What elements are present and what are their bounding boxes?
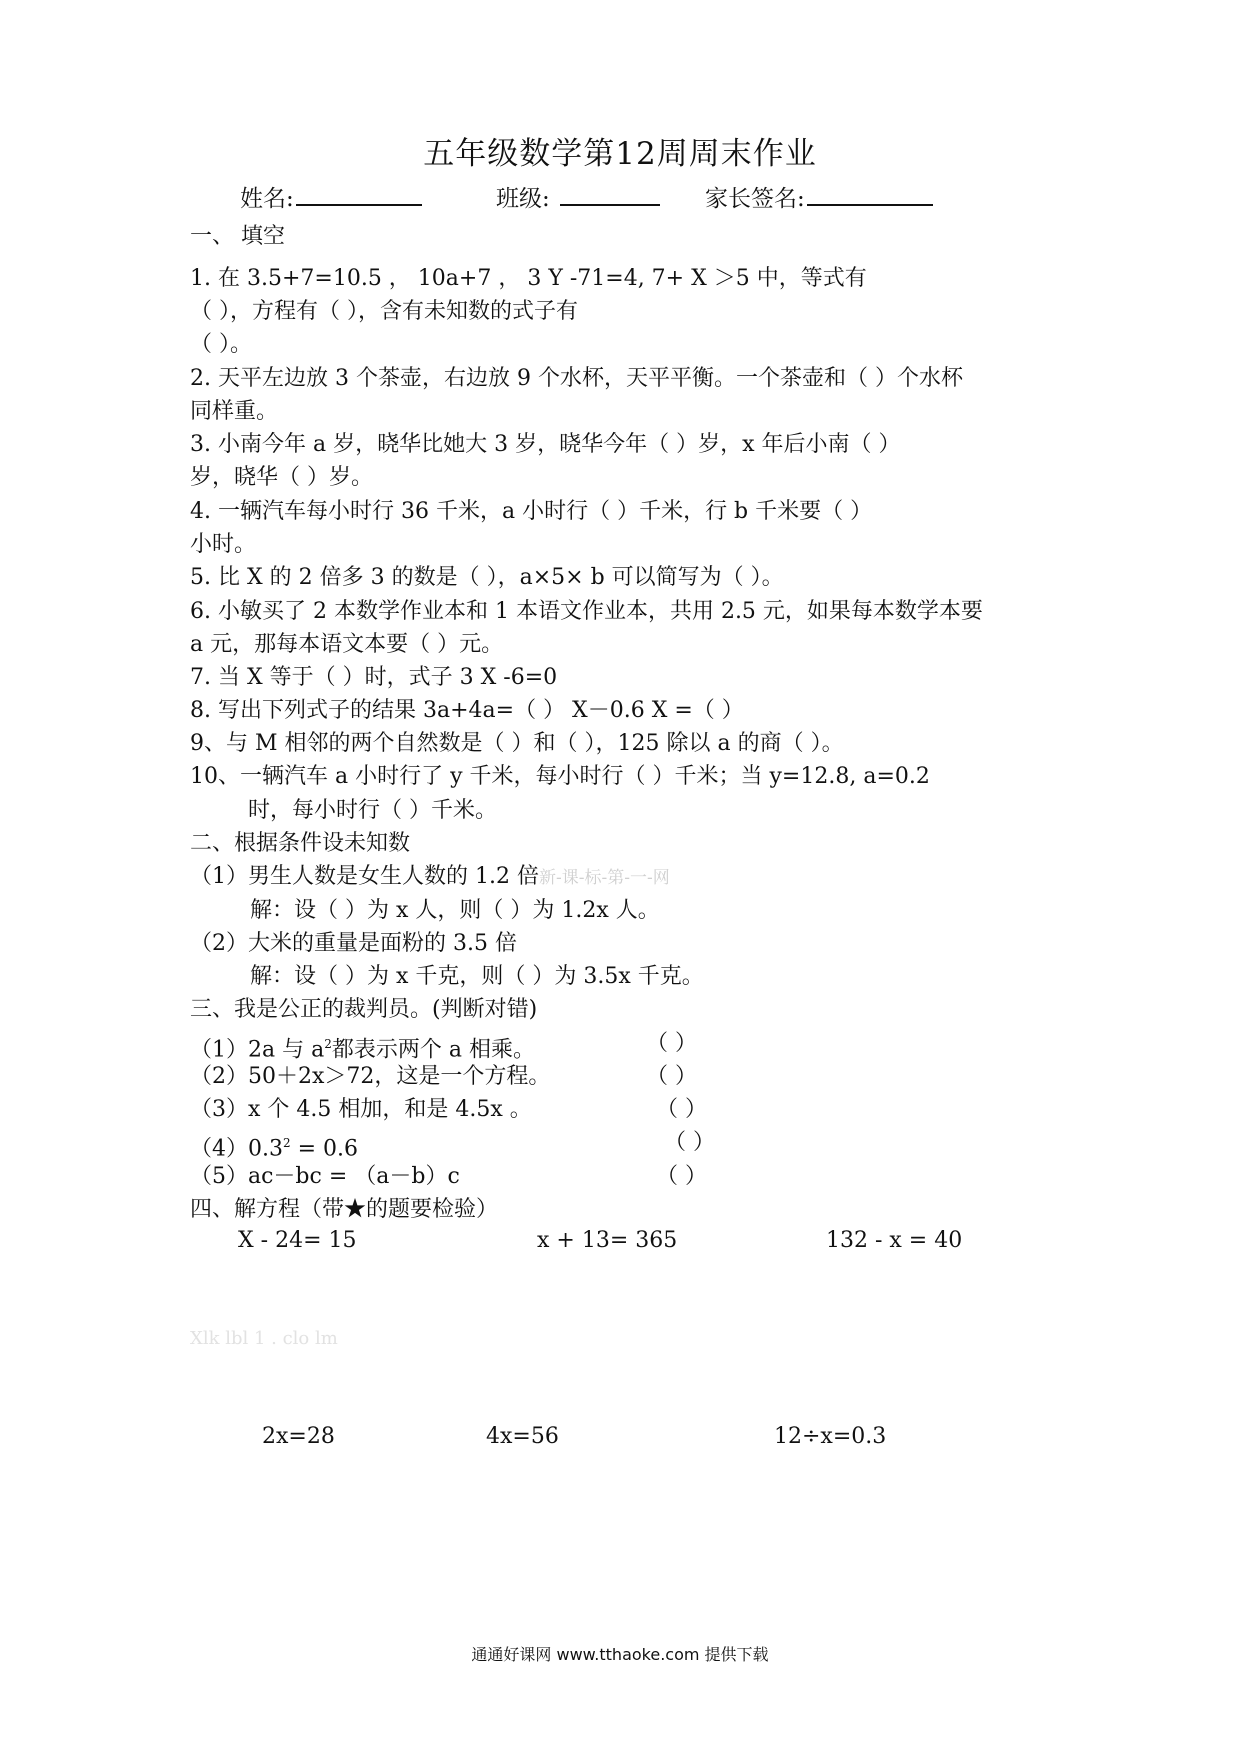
section4-heading: 四、解方程（带★的题要检验） (190, 1197, 499, 1222)
watermark-text-2: Xlk lbl 1 . clo lm (190, 1328, 338, 1349)
judge-paren-4: （ ） (664, 1130, 715, 1155)
q2-line1: 2. 天平左边放 3 个茶壶，右边放 9 个水杯，天平平衡。一个茶壶和（ ）个水杯 (190, 366, 963, 391)
parent-blank (807, 182, 933, 206)
s2-problem1-text: （1）男生人数是女生人数的 1.2 倍 (190, 864, 539, 889)
judge-paren-3: （ ） (656, 1097, 707, 1122)
q9: 9、与 M 相邻的两个自然数是（ ）和（ ），125 除以 a 的商（ ）。 (190, 731, 844, 756)
equation-3: 132 - x = 40 (826, 1228, 963, 1253)
q10-line1: 10、一辆汽车 a 小时行了 y 千米，每小时行（ ）千米；当 y=12.8, a=0.2 (190, 764, 930, 789)
judge-item-text: （4）0.3 (190, 1136, 283, 1162)
q6-line1: 6. 小敏买了 2 本数学作业本和 1 本语文作业本，共用 2.5 元，如果每本数学本要 (190, 599, 983, 624)
equation-4: 2x=28 (262, 1424, 335, 1449)
page-title: 五年级数学第12周周末作业 (423, 136, 817, 172)
superscript: 2 (283, 1136, 291, 1150)
judge-item-text: = 0.6 (290, 1136, 359, 1162)
judge-item-text: （5）ac－bc = （a－b）c (190, 1164, 460, 1189)
judge-item-text: （2）50＋2x＞72，这是一个方程。 (190, 1064, 551, 1089)
s2-problem2-answer: 解：设（ ）为 x 千克，则（ ）为 3.5x 千克。 (250, 964, 704, 989)
s2-problem2: （2）大米的重量是面粉的 3.5 倍 (190, 931, 517, 956)
class-field (496, 180, 660, 213)
name-label: 姓名: (240, 186, 294, 212)
q4-line2: 小时。 (190, 532, 257, 557)
judge-item-5 (190, 1162, 460, 1192)
q1-line3: （ ）。 (190, 332, 252, 357)
judge-item-1 (190, 1029, 535, 1065)
q2-line2: 同样重。 (190, 399, 279, 424)
name-field (240, 180, 422, 213)
equation-6: 12÷x=0.3 (774, 1424, 887, 1449)
watermark-text: 新-课-标-第-一-网 (538, 868, 670, 888)
superscript: 2 (324, 1037, 332, 1051)
equation-5: 4x=56 (486, 1424, 559, 1449)
equation-1: X - 24= 15 (238, 1228, 357, 1253)
section3-heading: 三、我是公正的裁判员。(判断对错) (190, 997, 538, 1022)
judge-item-text: （3）x 个 4.5 相加，和是 4.5x 。 (190, 1097, 532, 1122)
parent-label: 家长签名: (705, 186, 805, 212)
q7: 7. 当 X 等于（ ）时，式子 3 X -6=0 (190, 665, 558, 690)
s2-problem1 (190, 862, 670, 893)
section1-heading: 一、 填空 (190, 224, 285, 249)
footer-credit: 通通好课网 www.tthaoke.com 提供下载 (471, 1645, 769, 1664)
q4-line1: 4. 一辆汽车每小时行 36 千米，a 小时行（ ）千米，行 b 千米要（ ） (190, 499, 873, 524)
judge-item-text: （1）2a 与 a (190, 1037, 325, 1063)
name-blank (296, 182, 422, 206)
q10-line2: 时，每小时行（ ）千米。 (248, 798, 497, 823)
q5: 5. 比 X 的 2 倍多 3 的数是（ ），a×5× b 可以简写为（ ）。 (190, 565, 784, 590)
judge-paren-2: （ ） (646, 1064, 697, 1089)
q3-line2: 岁，晓华（ ）岁。 (190, 465, 373, 490)
q6-line2: a 元，那每本语文本要（ ）元。 (190, 632, 504, 657)
judge-item-text: 都表示两个 a 相乘。 (331, 1037, 535, 1063)
section2-heading: 二、根据条件设未知数 (190, 831, 411, 856)
class-blank (560, 182, 660, 206)
judge-item-4 (190, 1128, 358, 1164)
q3-line1: 3. 小南今年 a 岁，晓华比她大 3 岁，晓华今年（ ）岁，x 年后小南（ ） (190, 432, 901, 457)
q1-line1: 1. 在 3.5+7=10.5 ， 10a+7 ， 3 Y -71=4, 7+ X ＞5 中，等式有 (190, 266, 867, 291)
judge-paren-5: （ ） (656, 1164, 707, 1189)
q8: 8. 写出下列式子的结果 3a+4a=（ ） X－0.6 X =（ ） (190, 698, 744, 723)
parent-signature-field (705, 180, 933, 213)
equation-2: x + 13= 365 (537, 1228, 678, 1253)
judge-paren-1: （ ） (646, 1031, 697, 1056)
q1-line2: （ ），方程有（ ），含有未知数的式子有 (190, 299, 578, 324)
class-label: 班级: (496, 186, 550, 212)
s2-problem1-answer: 解：设（ ）为 x 人，则（ ）为 1.2x 人。 (250, 898, 660, 923)
judge-item-2 (190, 1062, 550, 1092)
judge-item-3 (190, 1095, 532, 1125)
